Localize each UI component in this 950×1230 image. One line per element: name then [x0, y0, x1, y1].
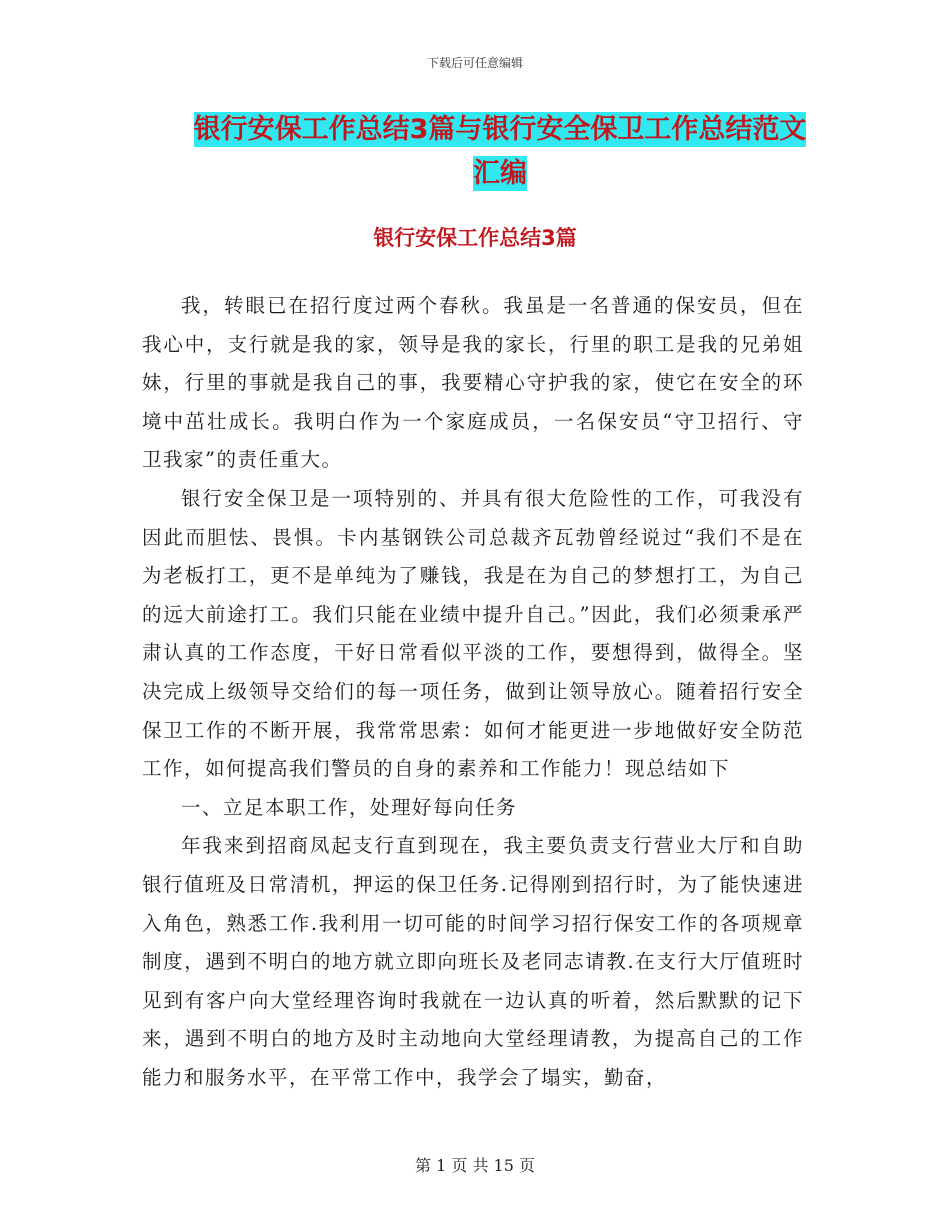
document-title-text: 银行安保工作总结3篇与银行安全保卫工作总结范文汇编 — [193, 114, 807, 189]
header-note: 下载后可任意编辑 — [426, 56, 523, 70]
subheading: 一、立足本职工作，处理好每向任务 — [181, 795, 518, 819]
body-text — [142, 287, 804, 1097]
page-footer: 第 1 页 共 15 页 — [415, 1156, 535, 1175]
document-title — [190, 108, 810, 196]
paragraph: 我，转眼已在招行度过两个春秋。我虽是一名普通的保安员，但在我心中，支行就是我的家，领导是我的家长，行里的职工是我的兄弟姐妹，行里的事就是我自己的事，我要精心守护我的家，使它在安全的环境中茁壮成长。我明白作为一个家庭成员，一名保安员“守卫招行、守卫我家”的责任重大。 — [142, 294, 804, 472]
paragraph: 银行安全保卫是一项特别的、并具有很大危险性的工作，可我没有因此而胆怯、畏惧。卡内基钢铁公司总裁齐瓦勃曾经说过“我们不是在为老板打工，更不是单纯为了赚钱，我是在为自己的梦想打工，为自己的远大前途打工。我们只能在业绩中提升自己。”因此，我们必须秉承严肃认真的工作态度，干好日常看似平淡的工作，要想得到，做得全。坚决完成上级领导交给们的每一项任务，做到让领导放心。随着招行安全保卫工作的不断开展，我常常思索：如何才能更进一步地做好安全防范工作，如何提高我们警员的自身的素养和工作能力！现总结如下 — [142, 486, 804, 781]
paragraph: 年我来到招商凤起支行直到现在，我主要负责支行营业大厅和自助银行值班及日常清机，押运的保卫任务.记得刚到招行时，为了能快速进入角色，熟悉工作.我利用一切可能的时间学习招行保安工作的各项规章制度，遇到不明白的地方就立即向班长及老同志请教.在支行大厅值班时见到有客户向大堂经理咨询时我就在一边认真的听着，然后默默的记下来，遇到不明白的地方及时主动地向大堂经理请教，为提高自己的工作能力和服务水平，在平常工作中，我学会了塌实，勤奋， — [142, 834, 804, 1089]
section-title: 银行安保工作总结3篇 — [373, 226, 577, 250]
